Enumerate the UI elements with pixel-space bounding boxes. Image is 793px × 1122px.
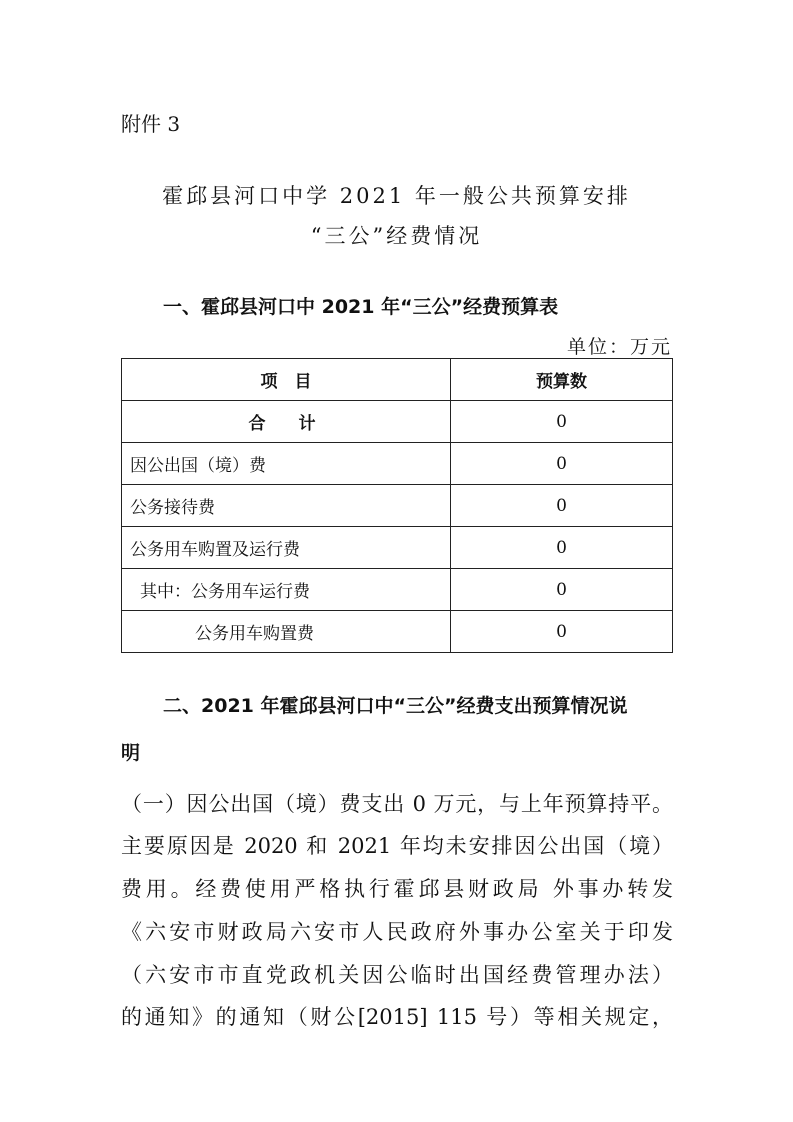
table-row: [122, 569, 673, 611]
table-row: [122, 611, 673, 653]
section-2-heading-cont: 明: [121, 742, 141, 764]
row-item: 公务用车购置及运行费: [122, 527, 451, 569]
table-row: [122, 401, 673, 443]
table-row: [122, 527, 673, 569]
header-budget: 预算数: [451, 359, 673, 401]
section-2-heading: 二、2021 年霍邱县河口中“三公”经费支出预算情况说: [163, 695, 628, 717]
budget-table: [121, 358, 673, 653]
document-title-line-2: “三公”经费情况: [310, 224, 483, 248]
row-item: 公务接待费: [122, 485, 451, 527]
body-line: （一）因公出国（境）费支出 0 万元，与上年预算持平。: [121, 792, 673, 816]
body-line: 费用。经费使用严格执行霍邱县财政局 外事办转发: [121, 877, 673, 901]
unit-label: 单位：万元: [566, 336, 672, 358]
row-item: 合 计: [122, 401, 451, 443]
row-value: 0: [451, 569, 673, 611]
row-item: 因公出国（境）费: [122, 443, 451, 485]
body-line: 的通知》的通知（财公[2015] 115 号）等相关规定，: [121, 1005, 673, 1029]
header-item: 项 目: [122, 359, 451, 401]
row-value: 0: [451, 443, 673, 485]
row-value: 0: [451, 401, 673, 443]
row-value: 0: [451, 611, 673, 653]
body-line: 主要原因是 2020 和 2021 年均未安排因公出国（境）: [121, 834, 673, 858]
table-header-row: [122, 359, 673, 401]
table-row: [122, 443, 673, 485]
section-1-heading: 一、霍邱县河口中 2021 年“三公”经费预算表: [163, 296, 559, 318]
table-row: [122, 485, 673, 527]
row-value: 0: [451, 485, 673, 527]
row-item: 其中：公务用车运行费: [122, 569, 451, 611]
body-line: （六安市市直党政机关因公临时出国经费管理办法）: [121, 963, 673, 987]
row-value: 0: [451, 527, 673, 569]
body-line: 《六安市财政局六安市人民政府外事办公室关于印发: [121, 920, 673, 944]
attachment-label: 附件 3: [121, 112, 181, 136]
row-item: 公务用车购置费: [122, 611, 451, 653]
document-title-line-1: 霍邱县河口中学 2021 年一般公共预算安排: [162, 184, 631, 208]
